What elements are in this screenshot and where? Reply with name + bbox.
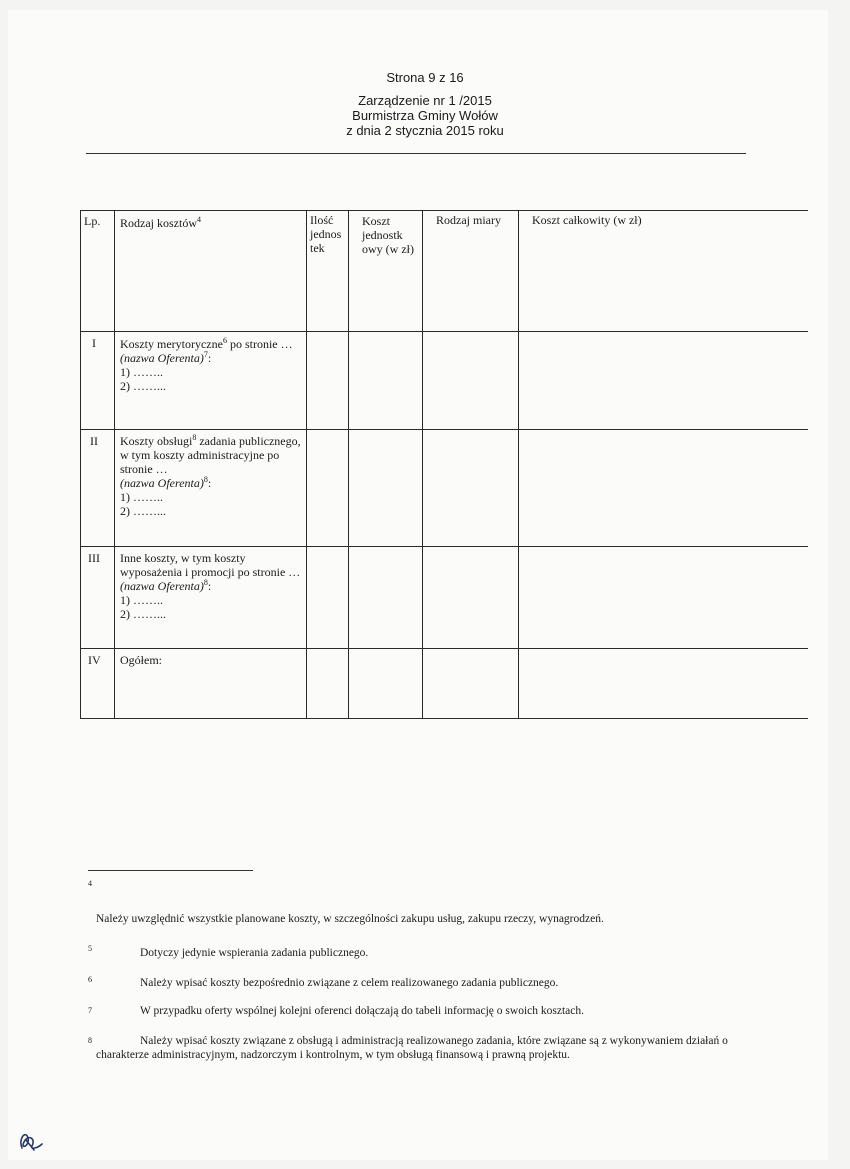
header-rodzaj-miary: Rodzaj miary <box>436 213 501 227</box>
row-koszty-obslugi: Koszty obsługi$^8$ zadania publicznego, w tym koszty administracyjne po stronie … (nazwa Oferenta)$^8$: 1) …….. 2) ……... <box>120 433 301 518</box>
row-divider <box>80 648 808 649</box>
header-divider <box>86 153 746 154</box>
row-number: III <box>88 551 100 565</box>
footnote-number: 8 <box>88 1036 92 1045</box>
footnote-separator <box>88 870 253 871</box>
cost-table <box>80 210 808 720</box>
column-divider <box>80 210 81 719</box>
footnote-number: 4 <box>88 879 92 888</box>
column-divider <box>518 210 519 719</box>
row-divider <box>80 429 808 430</box>
row-koszty-merytoryczne: Koszty merytoryczne$^6$ po stronie … (nazwa Oferenta)$^7$: 1) …….. 2) ……... <box>120 336 293 393</box>
table-border-top <box>80 210 808 211</box>
ordinance-issuer: Burmistrza Gminy Wołów <box>352 108 498 123</box>
footnote-text: Dotyczy jedynie wspierania zadania publicznego. <box>140 947 369 959</box>
footnote-number: 7 <box>88 1006 92 1015</box>
header-ilosc-jednostek: Ilość jednos tek <box>310 213 342 255</box>
footnote-number: 6 <box>88 975 92 984</box>
row-ogolem: Ogółem: <box>120 653 162 667</box>
footnote-number: 5 <box>88 944 92 953</box>
ordinance-title: Zarządzenie nr 1 /2015 <box>358 93 492 108</box>
row-number: I <box>92 336 96 350</box>
initials-signature <box>16 1128 46 1154</box>
row-number: II <box>90 434 98 448</box>
document-header <box>0 70 850 138</box>
header-rodzaj-kosztow: Rodzaj kosztów$^4$ <box>120 215 201 230</box>
page-number: Strona 9 z 16 <box>386 70 464 85</box>
header-lp: Lp. <box>84 214 101 228</box>
column-divider <box>114 210 115 719</box>
column-divider <box>422 210 423 719</box>
footnote-text: Należy uwzględnić wszystkie planowane koszty, w szczególności zakupu usług, zakupu rzeczy, wynagrodzeń. <box>96 913 604 925</box>
footnote-text: W przypadku oferty wspólnej kolejni oferenci dołączają do tabeli informację o swoich kosztach. <box>140 1005 584 1017</box>
row-divider <box>80 546 808 547</box>
row-number: IV <box>88 653 101 667</box>
table-border-bottom <box>80 718 808 719</box>
row-inne-koszty: Inne koszty, w tym koszty wyposażenia i promocji po stronie … (nazwa Oferenta)$^8$: 1) …….. 2) ……... <box>120 551 301 621</box>
header-koszt-jednostkowy: Koszt jednostk owy (w zł) <box>362 214 414 256</box>
footnote-text: Należy wpisać koszty związane z obsługą i administracją realizowanego zadania, które związane są z wykonywaniem działań o charakterze administracyjnym, nadzorczym i kontrolnym, w tym obsługą finansową i prawną projektu. <box>96 1035 728 1061</box>
ordinance-date: z dnia 2 stycznia 2015 roku <box>346 123 504 138</box>
row-divider <box>80 331 808 332</box>
footnote-text: Należy wpisać koszty bezpośrednio związane z celem realizowanego zadania publicznego. <box>140 977 559 989</box>
column-divider <box>348 210 349 719</box>
column-divider <box>306 210 307 719</box>
header-koszt-calkowity: Koszt całkowity (w zł) <box>532 213 642 227</box>
